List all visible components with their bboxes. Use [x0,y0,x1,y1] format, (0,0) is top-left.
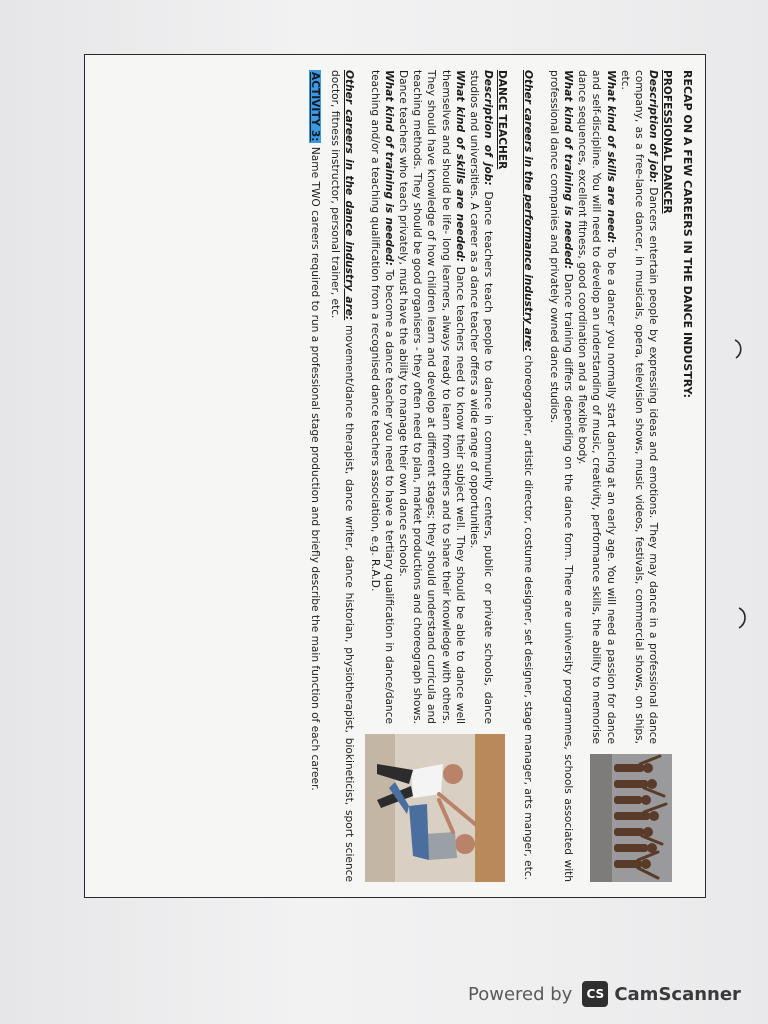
document-content [84,54,706,898]
activity-3 [308,70,322,882]
camscanner-brand: CamScanner [614,983,741,1005]
powered-by-text: Powered by [468,983,573,1005]
performance-careers [521,70,535,882]
skills-label: What kind of skills are needed: [453,70,466,263]
camscanner-watermark [468,975,750,1013]
skills-text: To be a dancer you normally start dancing at an early age. You will need a passion for dance and self-discipline. You will need to develop an understanding of music, creativity, performance skills, the ability to memorise dance sequences, excellent fitness, good coordination and a flexible body. [576,70,617,744]
dance-industry-careers-text: movement/dance therapist, dance writer, dance historian, physiotherapist, biokineticist, sport science doctor, fitness instructor, personal trainer, etc. [328,70,356,883]
performance-careers-label: Other careers in the performance industry are: [522,70,535,352]
camscanner-logo-icon: CS [582,981,608,1007]
training-text: Dance training differs depending on the dance form. There are university programmes, schools associated with professional dance companies and privately owned dance studios. [548,70,575,883]
activity-text: Name TWO careers required to run a professional stage production and briefly describe the main function of each career. [308,143,321,791]
document-title: RECAP ON A FEW CAREERS IN THE DANCE INDUSTRY: [681,70,694,399]
description-text: Dancers entertain people by expressing ideas and emotions. They may dance in a professional dance company, as a free-lance dancer, in musicals, opera, television shows, music videos, festivals, commercial shows, on ships, etc. [618,70,659,744]
dance-teacher-heading: DANCE TEACHER [495,70,508,170]
skills-text: Dance teachers need to know their subject well. They should be able to dance well themselves and should be life- long learners, always ready to learn from others and to share their knowledge with others. They should have knowledge of how children learn and develop at different stages; they should understand curricula and teaching methods. They should be good organisers - they often need to plan, market productions and choreograph shows. Dance teachers who teach privately, must have the ability to manage their own dance schools. [397,70,466,724]
rotated-page [84,54,706,898]
punch-mark-top [732,338,746,360]
training-label: What kind of training is needed: [562,70,575,270]
professional-dancer-heading: PROFESSIONAL DANCER [660,70,673,214]
description-label: Description of job: [481,70,494,186]
description-text: Dance teachers teach people to dance in community centers, public or private schools, dance studios and universities. A career as a dance teacher offers a wide range of opportunities. [467,70,494,724]
skills-label: What kind of skills are need: [604,70,617,244]
dance-industry-careers [328,70,356,882]
performance-careers-text: choreographer, artistic director, costume designer, set designer, stage manager, arts manger, etc. [522,351,535,880]
dance-group-photo [590,754,672,882]
dance-industry-careers-label: Other careers in the dance industry are: [343,70,356,321]
training-text: To become a dance teacher you need to have a tertiary qualification in dance/dance teaching and/or a teaching qualification from a recognised dance teachers association, e.g. R.A.D. [369,70,396,724]
training-label: What kind of training is needed: [383,70,396,266]
description-label: Description of job: [646,70,659,183]
punch-mark-bottom [736,606,750,630]
dance-teacher-photo [365,734,505,882]
activity-label: ACTIVITY 3: [308,72,321,142]
professional-dancer-training [547,70,575,882]
